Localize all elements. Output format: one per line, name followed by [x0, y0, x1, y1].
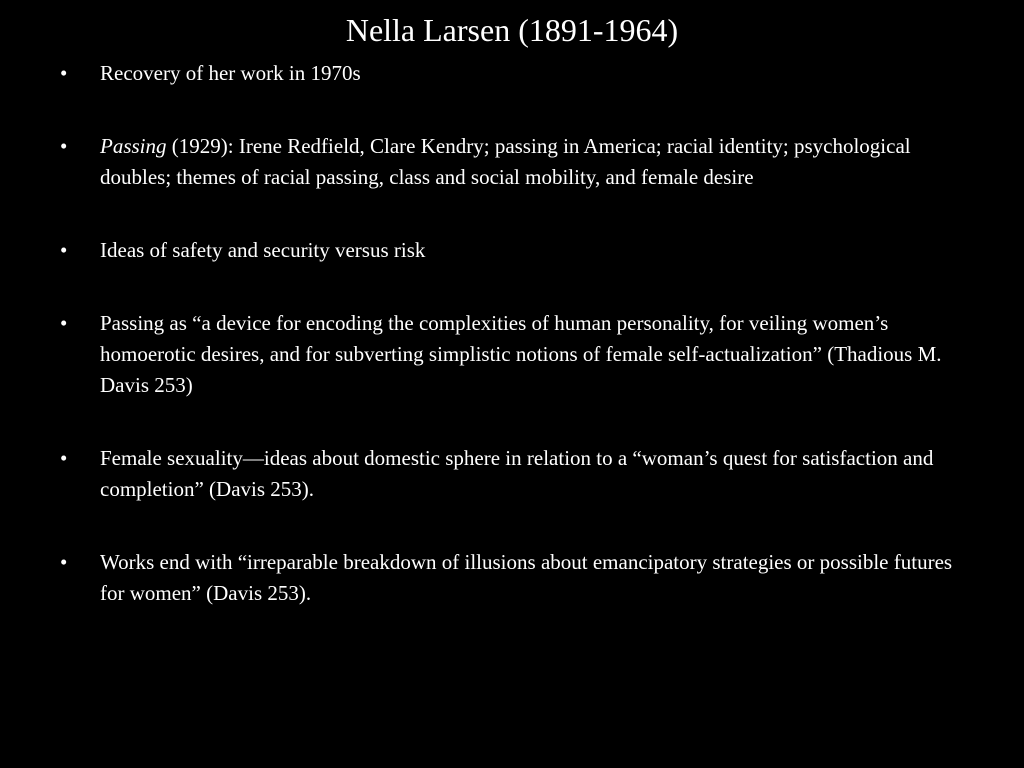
bullet-icon: • — [60, 134, 68, 158]
bullet-body: (1929): Irene Redfield, Clare Kendry; passing in America; racial identity; psychological doubles; themes of racial passing, class and social mobility, and female desire — [100, 134, 911, 189]
bullet-text — [100, 446, 933, 501]
bullet-text — [100, 550, 952, 605]
bullet-text — [100, 238, 425, 262]
bullet-icon: • — [60, 550, 68, 574]
bullet-body: Recovery of her work in 1970s — [100, 61, 361, 85]
bullet-item — [60, 58, 970, 89]
bullet-item — [60, 131, 970, 193]
bullet-item — [60, 443, 970, 505]
bullet-body: Female sexuality—ideas about domestic sphere in relation to a “woman’s quest for satisfaction and completion” (Davis 253). — [100, 446, 934, 501]
bullet-list — [60, 58, 970, 651]
bullet-item — [60, 235, 970, 266]
bullet-body: Passing as “a device for encoding the complexities of human personality, for veiling women’s homoerotic desires, and for subverting simplistic notions of female self-actualization” (Thadious M. Davis 253) — [100, 311, 942, 397]
bullet-text — [100, 61, 361, 85]
slide-title: Nella Larsen (1891-1964) — [345, 12, 679, 48]
bullet-icon: • — [60, 238, 68, 262]
bullet-item — [60, 308, 970, 401]
bullet-body: Ideas of safety and security versus risk — [100, 238, 426, 262]
bullet-body: Works end with “irreparable breakdown of illusions about emancipatory strategies or possible futures for women” (Davis 253). — [100, 550, 953, 605]
bullet-item — [60, 547, 970, 609]
bullet-text — [100, 134, 911, 189]
bullet-icon: • — [60, 311, 68, 335]
book-title: Passing — [100, 134, 167, 158]
bullet-icon: • — [60, 446, 68, 470]
bullet-text — [100, 311, 942, 397]
bullet-icon: • — [60, 61, 68, 85]
